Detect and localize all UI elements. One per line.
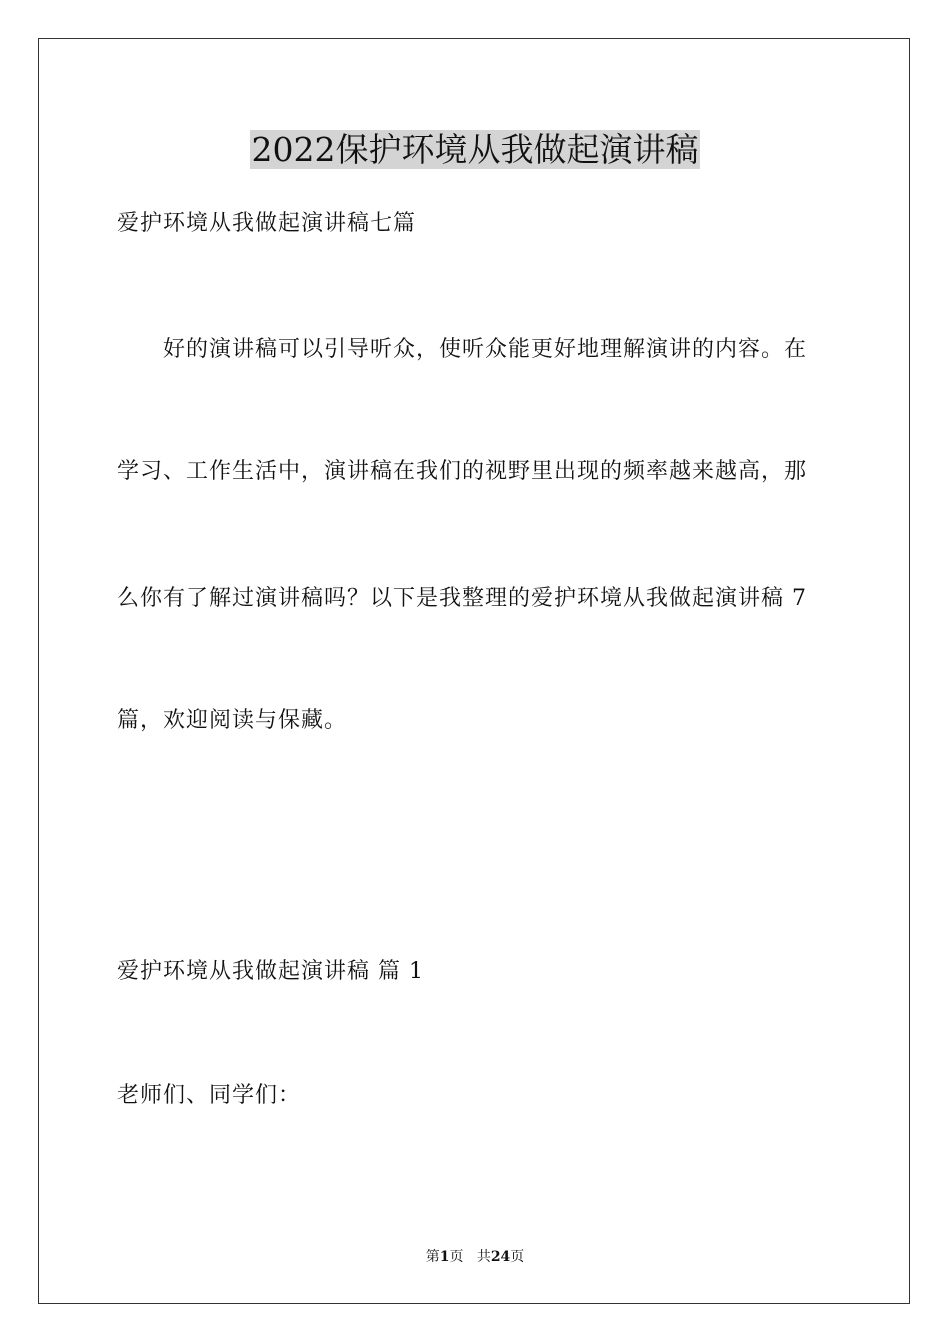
intro-line-3: 么你有了解过演讲稿吗？以下是我整理的爱护环境从我做起演讲稿 7: [117, 586, 807, 611]
intro-line-4: 篇，欢迎阅读与保藏。: [117, 708, 348, 733]
footer-total-pages: 24: [490, 1249, 511, 1265]
document-subtitle: 爱护环境从我做起演讲稿七篇: [117, 211, 417, 236]
intro-line-1: 好的演讲稿可以引导听众，使听众能更好地理解演讲的内容。在: [163, 337, 808, 362]
footer-page-number: 1: [439, 1249, 450, 1265]
footer-total-prefix: 共: [476, 1249, 491, 1265]
footer-page-suffix: 页: [449, 1249, 464, 1265]
page-footer: [0, 1247, 950, 1267]
section-heading: 爱护环境从我做起演讲稿 篇 1: [117, 959, 424, 984]
salutation: 老师们、同学们：: [117, 1083, 302, 1108]
document-title-text: 2022保护环境从我做起演讲稿: [251, 130, 699, 169]
footer-total-suffix: 页: [510, 1249, 525, 1265]
intro-line-2: 学习、工作生活中，演讲稿在我们的视野里出现的频率越来越高，那: [117, 459, 808, 484]
document-title: [0, 128, 950, 172]
footer-page-prefix: 第: [425, 1249, 440, 1265]
